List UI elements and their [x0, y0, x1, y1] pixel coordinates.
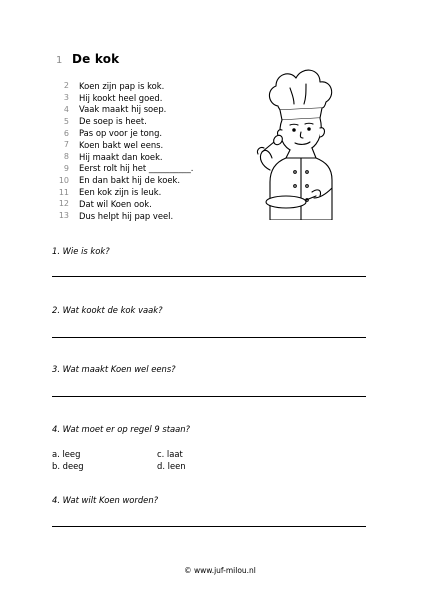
line-text: Dus helpt hij pap veel. [79, 210, 174, 221]
question-1: 1. Wie is kok? [52, 246, 110, 256]
text-line [52, 80, 272, 92]
line-number: 5 [63, 116, 69, 126]
line-number: 8 [63, 152, 69, 162]
text-line [52, 127, 272, 139]
line-number: 6 [63, 128, 69, 138]
option-b[interactable]: b. deeg [52, 461, 84, 471]
line-text: Pas op voor je tong. [79, 128, 163, 139]
option-d[interactable]: d. leen [157, 461, 186, 471]
text-line [52, 139, 272, 151]
line-number: 4 [63, 104, 69, 114]
line-text: De soep is heet. [79, 116, 147, 127]
line-text: Hij kookt heel goed. [79, 92, 163, 103]
line-number: 9 [63, 163, 69, 173]
line-text: Dat wil Koen ook. [79, 198, 152, 209]
line-text: Koen bakt wel eens. [79, 139, 164, 150]
question-4: 4. Wat moet er op regel 9 staan? [52, 424, 191, 434]
text-line [52, 210, 272, 222]
text-line [52, 163, 272, 175]
title-line-number: 1 [56, 55, 63, 66]
line-number: 11 [58, 187, 69, 197]
line-number: 13 [58, 211, 69, 221]
line-text: Koen zijn pap is kok. [79, 80, 165, 91]
line-number: 2 [63, 81, 69, 91]
line-number: 3 [63, 93, 69, 103]
question-5: 4. Wat wilt Koen worden? [52, 495, 159, 505]
answer-line-3[interactable] [52, 396, 366, 397]
footer-copyright: © www.juf-milou.nl [184, 566, 256, 575]
text-line [52, 174, 272, 186]
text-line [52, 92, 272, 104]
question-3: 3. Wat maakt Koen wel eens? [52, 364, 176, 374]
line-text: Eerst rolt hij het __________. [79, 163, 194, 174]
question-2: 2. Wat kookt de kok vaak? [52, 305, 163, 315]
title-row [56, 52, 119, 68]
line-text: En dan bakt hij de koek. [79, 175, 181, 186]
chef-icon [240, 58, 350, 220]
answer-line-5[interactable] [52, 526, 366, 527]
line-number: 12 [58, 199, 69, 209]
text-line [52, 198, 272, 210]
reading-text [52, 80, 272, 222]
answer-line-2[interactable] [52, 337, 366, 338]
option-c[interactable]: c. laat [157, 449, 183, 459]
option-a[interactable]: a. leeg [52, 449, 81, 459]
page-title: De kok [72, 52, 120, 66]
text-line [52, 186, 272, 198]
text-line [52, 151, 272, 163]
line-text: Vaak maakt hij soep. [79, 104, 167, 115]
text-line [52, 115, 272, 127]
line-number: 10 [58, 175, 69, 185]
line-number: 7 [63, 140, 69, 150]
text-line [52, 104, 272, 116]
line-text: Een kok zijn is leuk. [79, 187, 162, 198]
line-text: Hij maakt dan koek. [79, 151, 163, 162]
answer-line-1[interactable] [52, 276, 366, 277]
